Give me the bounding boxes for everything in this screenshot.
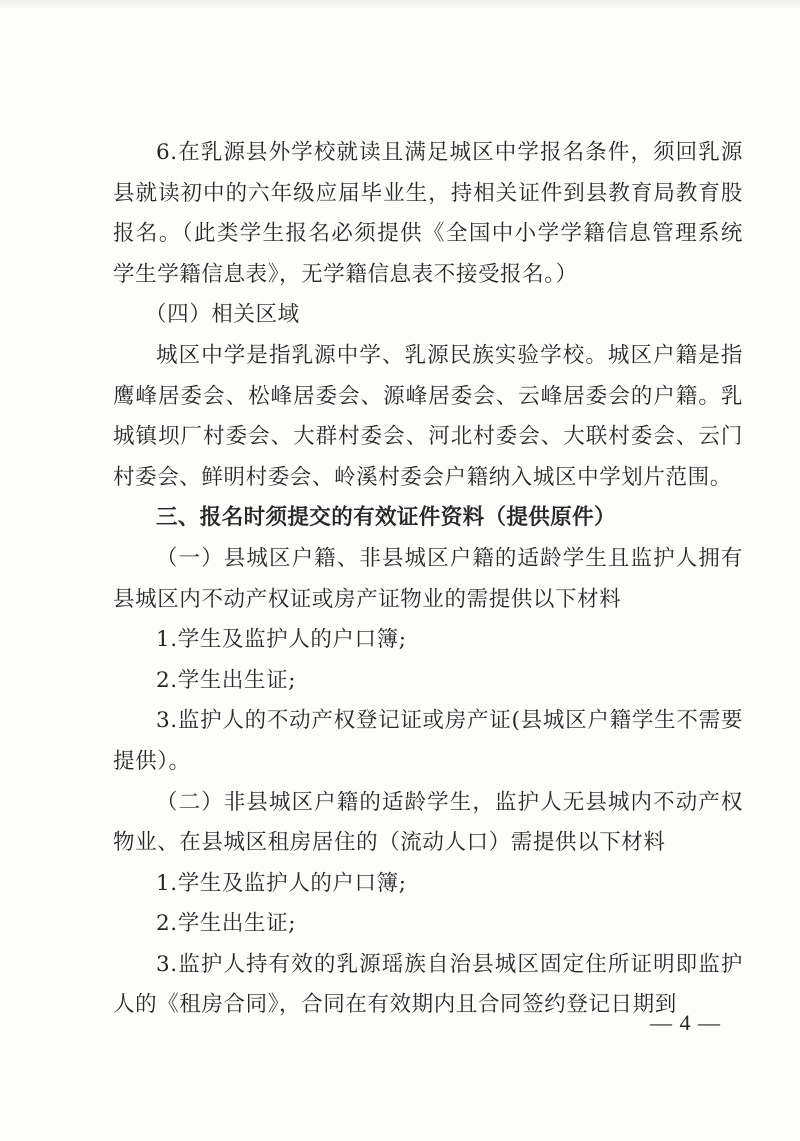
part-3-heading: 三、报名时须提交的有效证件资料（提供原件）	[156, 505, 616, 531]
subsection-2-heading: （二）非县城区户籍的适龄学生，监护人无县城内不动产权物业、在县城区租房居住的（流动人口）需提供以下材料	[113, 789, 743, 856]
subsection-2-item-2: 2.学生出生证;	[156, 911, 297, 937]
subsection-2-item-1: 1.学生及监护人的户口簿;	[156, 870, 407, 896]
paragraph-item-6: 6.在乳源县外学校就读且满足城区中学报名条件，须回乳源县就读初中的六年级应届毕业生，持相关证件到县教育局教育股报名。（此类学生报名必须提供《全国中小学学籍信息管理系统学生学籍信息表》，无学籍信息表不接受报名。）	[113, 140, 743, 287]
subsection-1-heading: （一）县城区户籍、非县城区户籍的适龄学生且监护人拥有县城区内不动产权证或房产证物业的需提供以下材料	[113, 545, 743, 612]
subsection-1-item-2: 2.学生出生证;	[156, 667, 297, 693]
paragraph-section-4-body: 城区中学是指乳源中学、乳源民族实验学校。城区户籍是指鹰峰居委会、松峰居委会、源峰居委会、云峰居委会的户籍。乳城镇坝厂村委会、大群村委会、河北村委会、大联村委会、云门村委会、鲜明村委会、岭溪村委会户籍纳入城区中学划片范围。	[113, 342, 743, 490]
subsection-1-item-1: 1.学生及监护人的户口簿;	[156, 627, 407, 653]
document-body	[113, 133, 743, 1026]
section-4-heading: （四）相关区域	[145, 302, 300, 328]
page-number: — 4 —	[650, 1010, 721, 1035]
paper-top-edge	[0, 0, 800, 10]
subsection-2-item-3: 3.监护人持有效的乳源瑶族自治县城区固定住所证明即监护人的《租房合同》，合同在有效期内且合同签约登记日期到	[113, 951, 743, 1018]
subsection-1-item-3: 3.监护人的不动产权登记证或房产证(县城区户籍学生不需要提供）。	[113, 708, 743, 774]
